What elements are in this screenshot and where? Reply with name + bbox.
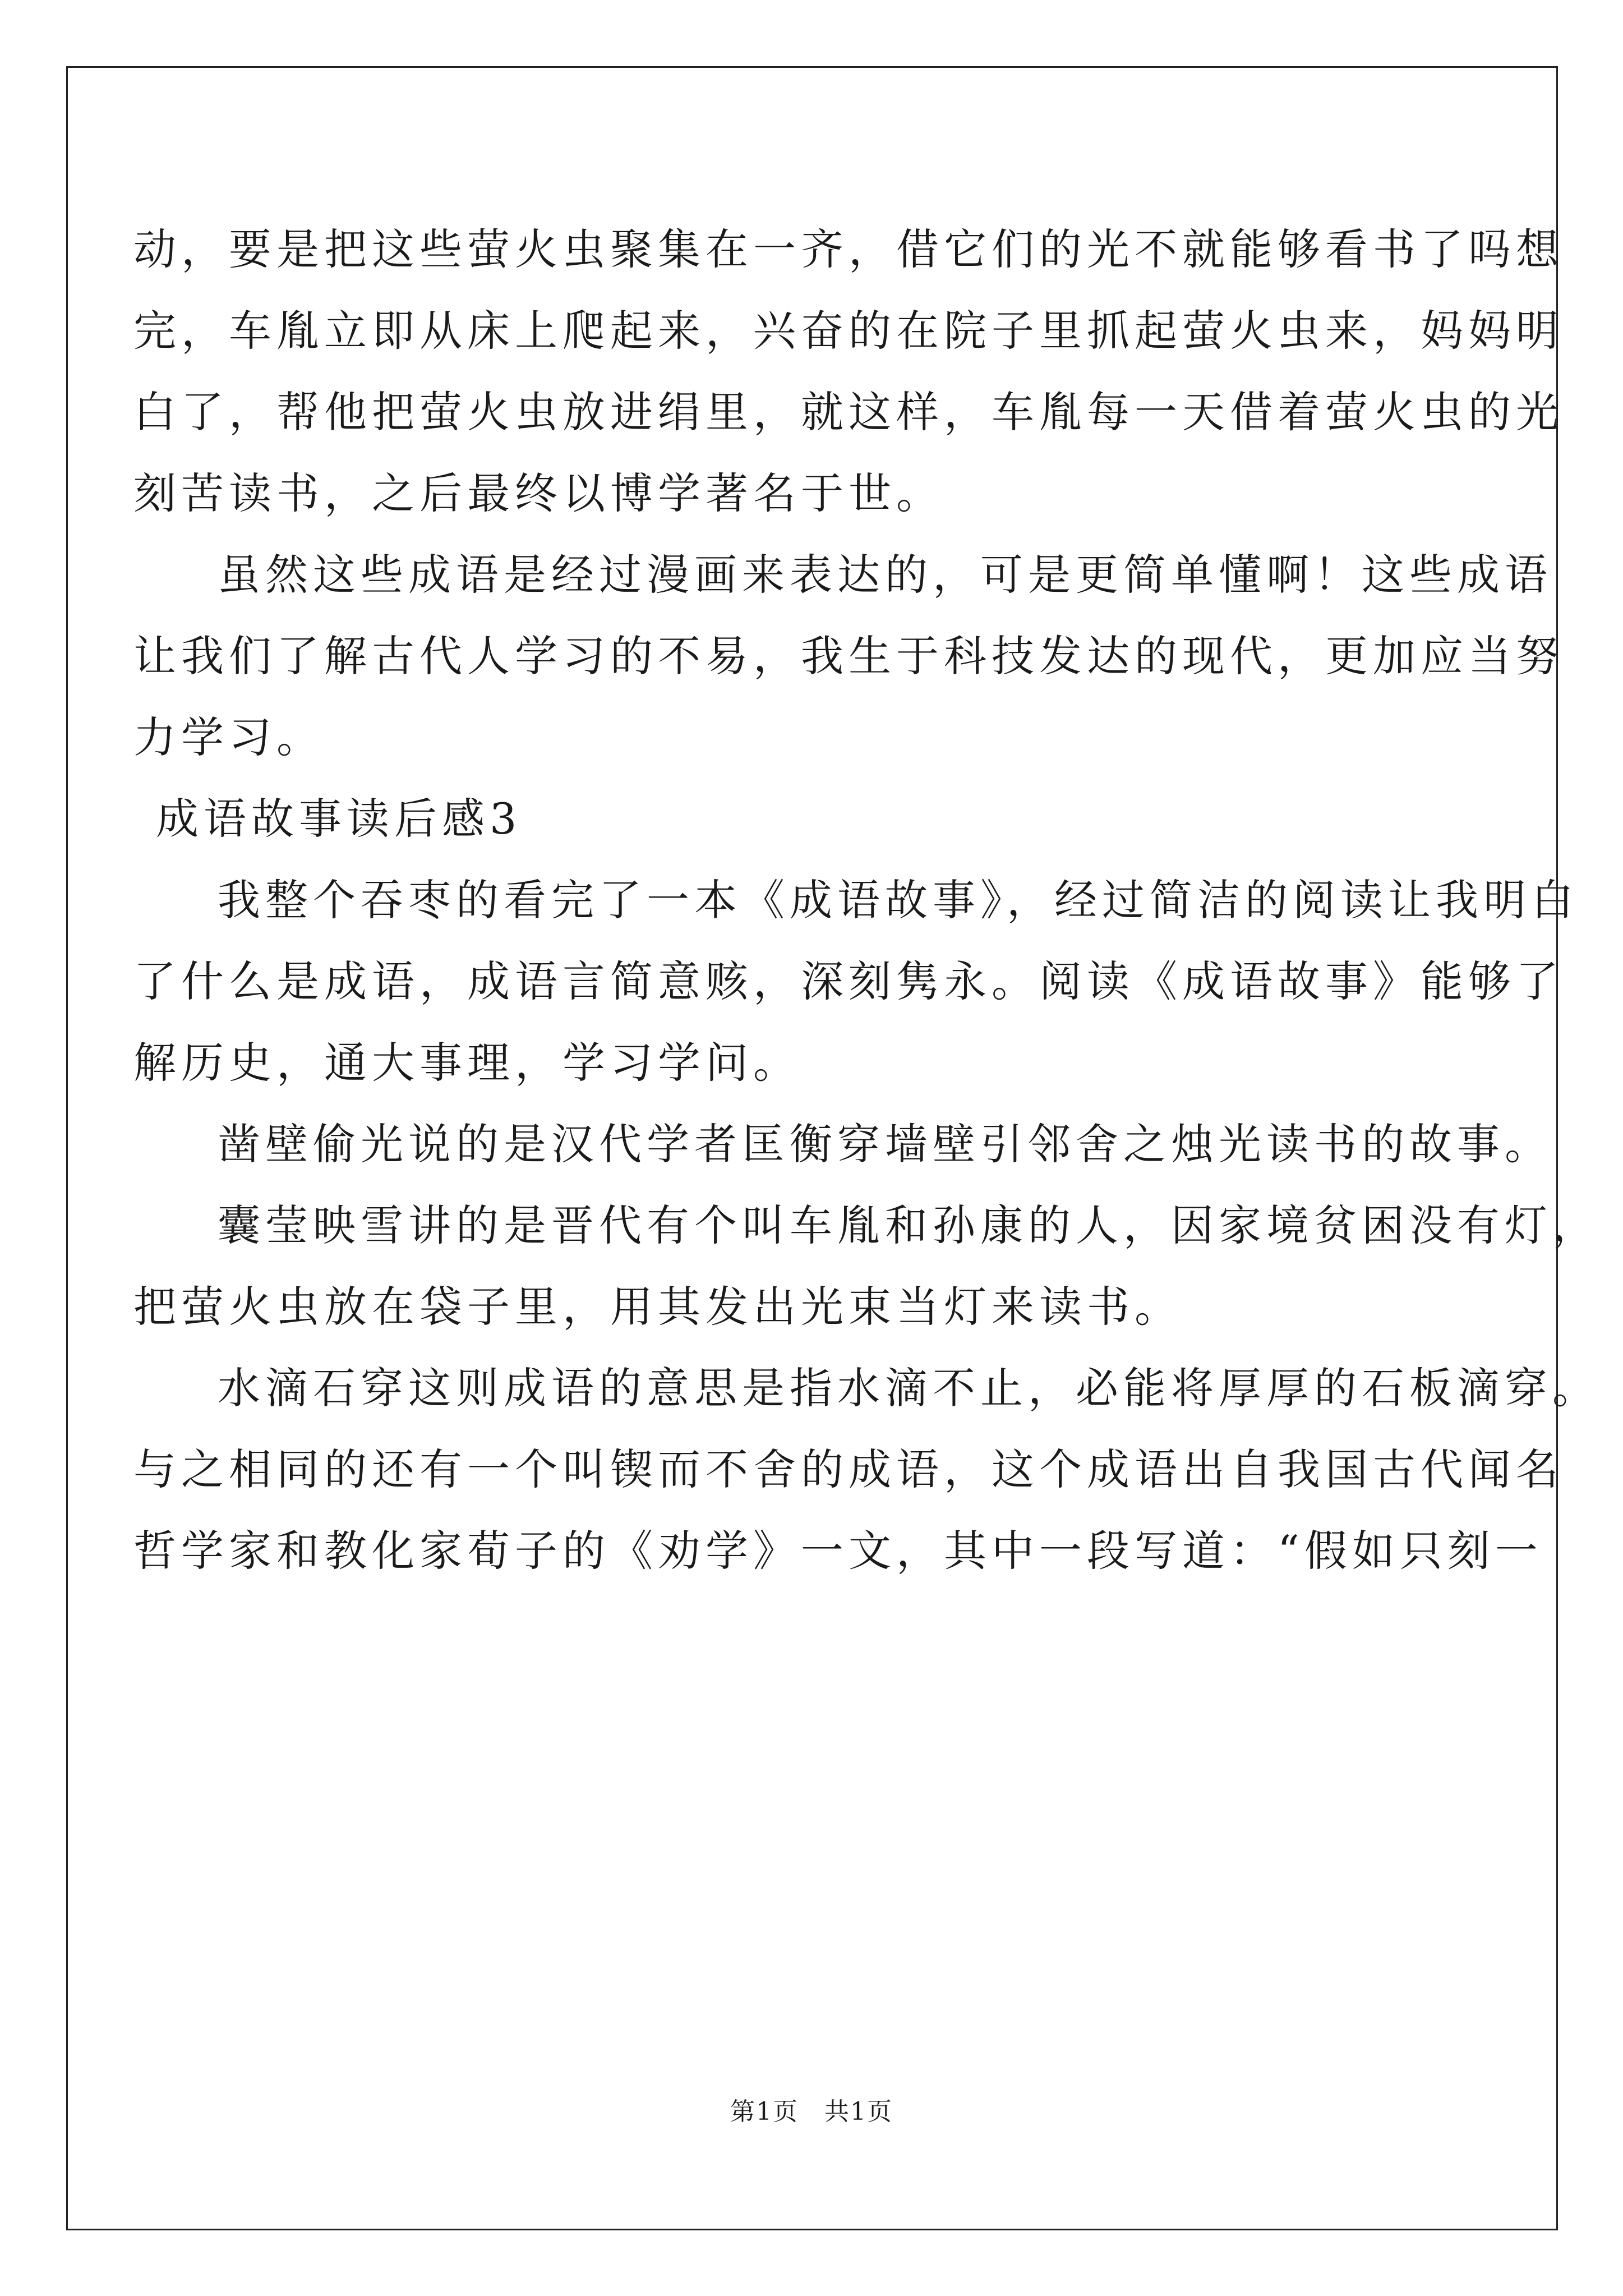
text-line: 完，车胤立即从床上爬起来，兴奋的在院子里抓起萤火虫来，妈妈明 bbox=[133, 306, 1564, 356]
text-line: 白了，帮他把萤火虫放进绢里，就这样，车胤每一天借着萤火虫的光 bbox=[133, 387, 1564, 437]
paragraph-start-line: 我整个吞枣的看完了一本《成语故事》，经过简洁的阅读让我明白 bbox=[218, 875, 1579, 925]
paragraph-start-line: 凿壁偷光说的是汉代学者匡衡穿墙壁引邻舍之烛光读书的故事。 bbox=[218, 1119, 1552, 1169]
text-line: 力学习。 bbox=[133, 712, 324, 762]
text-line: 让我们了解古代人学习的不易，我生于科技发达的现代，更加应当努 bbox=[133, 631, 1564, 681]
paragraph-start-line: 水滴石穿这则成语的意思是指水滴不止，必能将厚厚的石板滴穿。 bbox=[218, 1363, 1600, 1413]
text-line: 动，要是把这些萤火虫聚集在一齐，借它们的光不就能够看书了吗想 bbox=[133, 224, 1564, 274]
paragraph-start-line: 囊莹映雪讲的是晋代有个叫车胤和孙康的人，因家境贫困没有灯， bbox=[218, 1200, 1600, 1250]
text-line: 与之相同的还有一个叫锲而不舍的成语，这个成语出自我国古代闻名 bbox=[133, 1444, 1564, 1494]
paragraph-start-line: 虽然这些成语是经过漫画来表达的，可是更简单懂啊！这些成语 bbox=[218, 550, 1552, 600]
section-heading: 成语故事读后感3 bbox=[156, 794, 522, 844]
text-line: 刻苦读书，之后最终以博学著名于世。 bbox=[133, 468, 944, 518]
text-line: 了什么是成语，成语言简意赅，深刻隽永。阅读《成语故事》能够了 bbox=[133, 956, 1564, 1006]
text-line: 解历史，通大事理，学习学问。 bbox=[133, 1038, 801, 1088]
text-line: 哲学家和教化家荀子的《劝学》一文，其中一段写道：“假如只刻一 bbox=[133, 1526, 1543, 1576]
text-line: 把萤火虫放在袋子里，用其发出光束当灯来读书。 bbox=[133, 1282, 1182, 1332]
page-number-footer: 第1页 共1页 bbox=[730, 2097, 893, 2126]
